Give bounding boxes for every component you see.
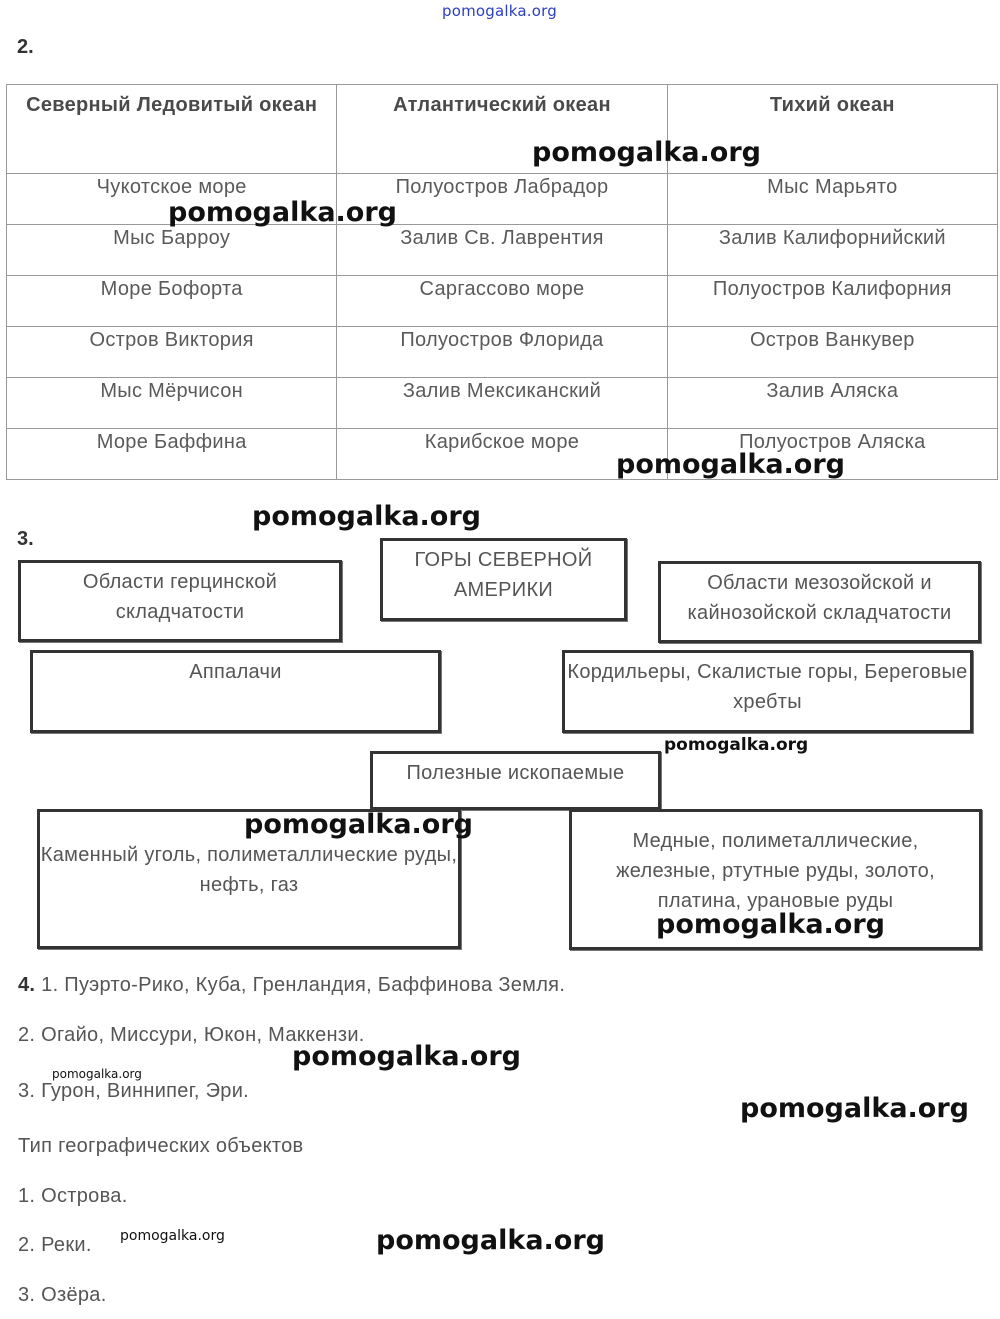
table-cell: Залив Калифорнийский — [667, 225, 997, 276]
task-4-answer-3: 3. Гурон, Виннипег, Эри. — [18, 1080, 250, 1102]
task-4-number: 4. — [18, 974, 36, 996]
watermark-small: pomogalka.org — [120, 1228, 225, 1244]
table-cell: Море Баффина — [7, 429, 337, 480]
watermark: pomogalka.org — [252, 501, 481, 532]
table-cell: Полуостров Калифорния — [667, 276, 997, 327]
task-4-line-1 — [18, 974, 565, 997]
task-3-number: 3. — [17, 528, 34, 550]
table-cell: Мыс Марьято — [667, 174, 997, 225]
left-minerals-box: Каменный уголь, полиметаллические руды, нефть, газ — [37, 809, 461, 949]
right-minerals-box: Медные, полиметаллические, железные, ртутные руды, золото, платина, урановые руды — [569, 809, 982, 950]
watermark: pomogalka.org — [616, 449, 845, 480]
watermark: pomogalka.org — [664, 735, 809, 755]
mesozoic-cenozoic-box: Области мезозойской и кайнозойской складчатости — [658, 561, 981, 643]
table-cell: Море Бофорта — [7, 276, 337, 327]
cordillera-box: Кордильеры, Скалистые горы, Береговые хребты — [562, 650, 973, 733]
table-cell: Залив Мексиканский — [337, 378, 667, 429]
appalachians-box: Аппалачи — [30, 650, 441, 733]
task-4-answer-2: 2. Огайо, Миссури, Юкон, Маккензи. — [18, 1024, 365, 1046]
table-header-row — [7, 85, 998, 174]
table-cell: Чукотское море — [7, 174, 337, 225]
table-row — [7, 429, 998, 480]
table-row — [7, 378, 998, 429]
table-cell: Полуостров Флорида — [337, 327, 667, 378]
table-cell: Залив Аляска — [667, 378, 997, 429]
watermark-small: pomogalka.org — [52, 1067, 142, 1081]
watermark: pomogalka.org — [168, 197, 397, 228]
table-cell: Мыс Мёрчисон — [7, 378, 337, 429]
object-type-2: 2. Реки. — [18, 1234, 92, 1256]
watermark: pomogalka.org — [292, 1041, 521, 1072]
object-type-heading: Тип географических объектов — [18, 1135, 304, 1157]
watermark: pomogalka.org — [740, 1093, 969, 1124]
watermark: pomogalka.org — [532, 137, 761, 168]
table-cell: Полуостров Аляска — [667, 429, 997, 480]
task-4-answer-1: 1. Пуэрто-Рико, Куба, Гренландия, Баффинова Земля. — [41, 974, 566, 996]
oceans-table — [6, 84, 998, 480]
center-title-box: ГОРЫ СЕВЕРНОЙ АМЕРИКИ — [380, 538, 627, 621]
header-arctic-ocean: Северный Ледовитый океан — [7, 85, 337, 174]
object-type-1: 1. Острова. — [18, 1185, 128, 1207]
table-row — [7, 327, 998, 378]
table-cell: Остров Ванкувер — [667, 327, 997, 378]
table-cell: Полуостров Лабрадор — [337, 174, 667, 225]
table-cell: Карибское море — [337, 429, 667, 480]
watermark: pomogalka.org — [244, 809, 473, 840]
table-cell: Саргассово море — [337, 276, 667, 327]
hercynian-box: Области герцинской складчатости — [18, 560, 342, 642]
watermark: pomogalka.org — [376, 1225, 605, 1256]
watermark-top: pomogalka.org — [442, 2, 557, 20]
table-cell: Остров Виктория — [7, 327, 337, 378]
watermark: pomogalka.org — [656, 909, 885, 940]
table-cell: Залив Св. Лаврентия — [337, 225, 667, 276]
header-atlantic-ocean: Атлантический океан — [337, 85, 667, 174]
header-pacific-ocean: Тихий океан — [667, 85, 997, 174]
task-2-number: 2. — [17, 36, 34, 58]
table-row — [7, 174, 998, 225]
table-cell: Мыс Барроу — [7, 225, 337, 276]
object-type-3: 3. Озёра. — [18, 1284, 107, 1306]
minerals-title-box: Полезные ископаемые — [370, 751, 661, 810]
table-row — [7, 276, 998, 327]
table-row — [7, 225, 998, 276]
